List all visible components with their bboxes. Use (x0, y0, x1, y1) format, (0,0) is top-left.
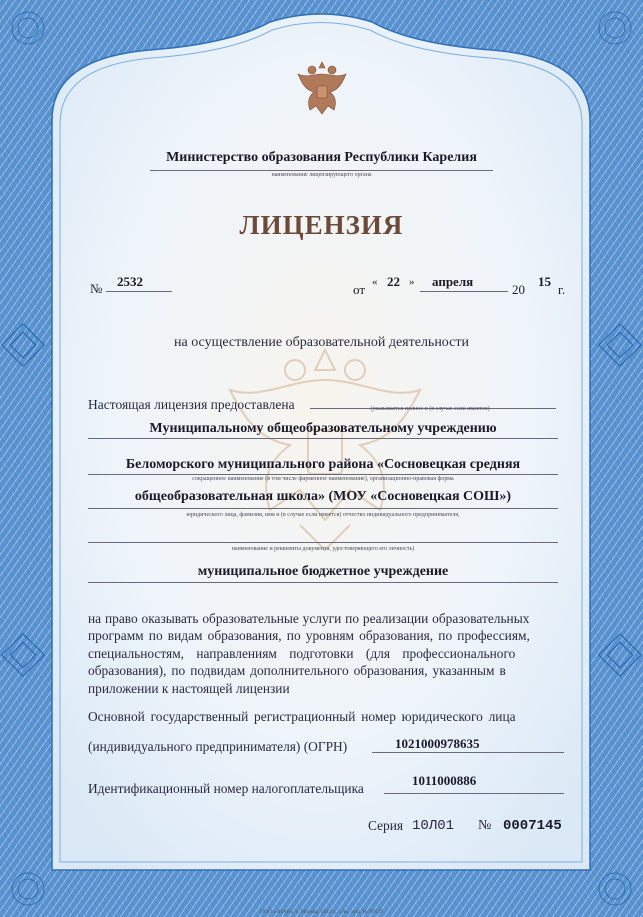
granted-to-label: Настоящая лицензия предоставлена (88, 397, 295, 412)
series-value: 10Л01 (412, 818, 455, 834)
granted-caption: (указывается полное и (в случае если имеется) (370, 406, 490, 412)
license-number: 2532 (117, 274, 143, 289)
licensee-line-4: муниципальное бюджетное учреждение (197, 564, 449, 579)
licensee-caption-2: сокращенное наименование (в том числе фирменное наименование), организационно-правовая форма (192, 476, 454, 482)
licensee-line-4-underline (88, 582, 558, 583)
rights-line-3: специальностям, направлениям подготовки (для профессионального (88, 645, 516, 661)
document-title: ЛИЦЕНЗИЯ (239, 210, 404, 240)
inn-label: Идентификационный номер налогоплательщика (88, 781, 364, 796)
date-from-label: от (353, 282, 366, 297)
date-open-quote: « (372, 276, 378, 288)
blank-line (88, 542, 558, 543)
inn-underline (384, 793, 564, 794)
licensee-caption-3: юридического лица, фамилия, имя и (в случае если имеется) отчество индивидуального предпринимателя, (186, 512, 460, 518)
number-label: № (90, 281, 103, 296)
date-month: апреля (432, 274, 474, 289)
licensee-line-3: общеобразовательная школа» (МОУ «Сосновецкая СОШ») (134, 489, 512, 504)
licensee-line-3-underline (88, 508, 558, 509)
series-label: Серия (368, 818, 404, 833)
authority-caption: наименование лицензирующего органа (271, 172, 372, 178)
date-year-suffix: 15 (538, 274, 551, 289)
license-purpose: на осуществление образовательной деятельности (174, 335, 469, 350)
month-underline (420, 291, 508, 292)
licensee-line-1-underline (88, 438, 558, 439)
authority-underline (150, 170, 493, 171)
licensee-caption-4: наименование и реквизиты документа, удостоверяющего его личность) (231, 546, 415, 552)
rights-line-5: приложении к настоящей лицензии (88, 680, 290, 696)
state-emblem-icon (296, 60, 348, 120)
series-number-label: № (478, 818, 492, 833)
printer-imprint: ООО «ЗНАК», г. Москва, 2014 г., «А», лиц. № 99129 (260, 909, 383, 915)
rights-line-4: образования), по подвидам дополнительного образования, указанным в (88, 663, 506, 679)
ogrn-underline (372, 752, 564, 753)
inn-value: 1011000886 (412, 773, 477, 788)
series-number: 0007145 (503, 818, 562, 834)
number-underline (106, 291, 172, 292)
rights-line-1: на право оказывать образовательные услуги по реализации образовательных (88, 611, 530, 626)
rights-paragraph (88, 610, 566, 697)
date-day: 22 (387, 274, 400, 289)
date-year-unit: г. (558, 282, 566, 297)
ogrn-label-line-1: Основной государственный регистрационный номер юридического лица (88, 709, 516, 724)
rights-line-2: программ по видам образования, по уровням образования, по профессиям, (88, 628, 530, 644)
ogrn-label-line-2: (индивидуального предпринимателя) (ОГРН) (88, 739, 348, 754)
licensee-line-2: Беломорского муниципального района «Сосновецкая средняя (125, 457, 521, 472)
date-year-prefix: 20 (512, 282, 525, 297)
licensee-line-1: Муниципальному общеобразовательному учреждению (149, 421, 497, 436)
ogrn-value: 1021000978635 (395, 736, 480, 751)
date-close-quote: » (409, 276, 415, 288)
licensee-line-2-underline (88, 474, 558, 475)
licensing-authority: Министерство образования Республики Карелия (166, 150, 477, 165)
